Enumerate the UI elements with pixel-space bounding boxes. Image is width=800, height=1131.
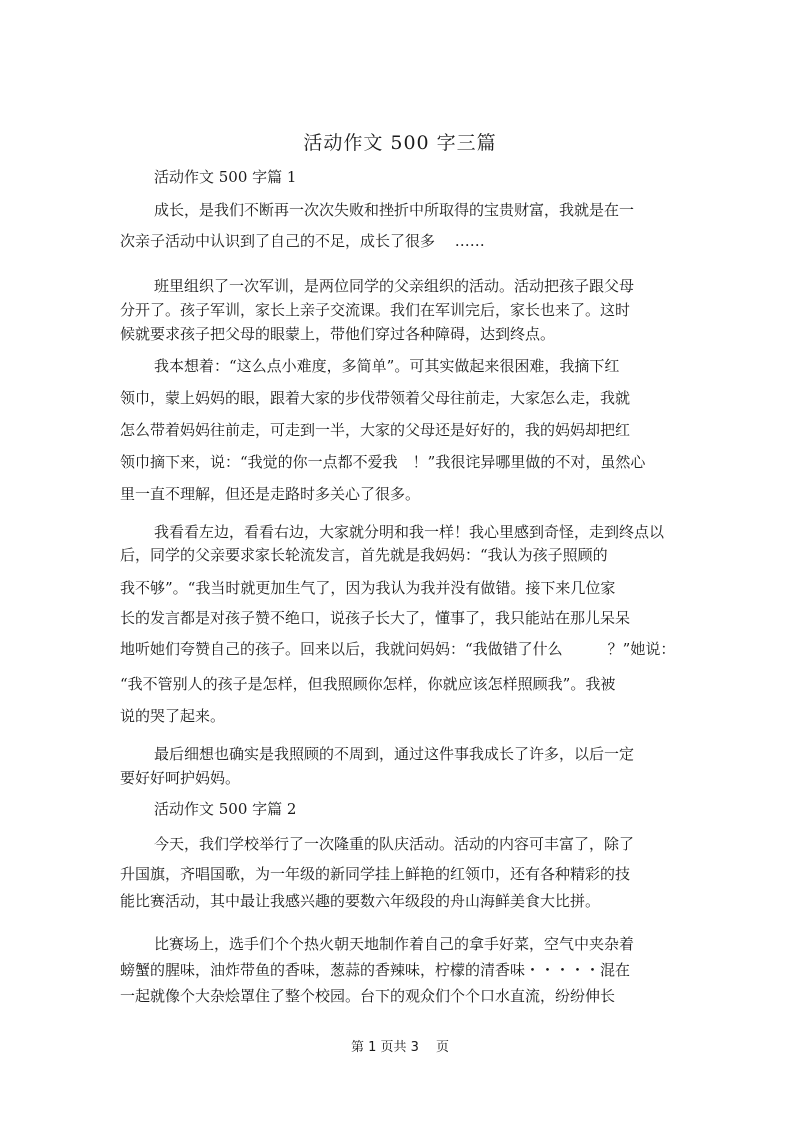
- paragraph-line: 我不够”。“我当时就更加生气了，因为我认为我并没有做错。接下来几位家: [120, 579, 616, 597]
- paragraph-line: 最后细想也确实是我照顾的不周到，通过这件事我成长了许多，以后一定: [154, 745, 635, 763]
- paragraph-line: 里一直不理解，但还是走路时多关心了很多。: [120, 485, 421, 503]
- paragraph-line: 次亲子活动中认识到了自己的不足，成长了很多 ……: [120, 232, 485, 250]
- paragraph-line: 候就要求孩子把父母的眼蒙上，带他们穿过各种障碍，达到终点。: [120, 325, 556, 343]
- paragraph-line: 能比赛活动，其中最让我感兴趣的要数六年级段的舟山海鲜美食大比拼。: [120, 892, 601, 910]
- paragraph-line: 领巾，蒙上妈妈的眼，跟着大家的步伐带领着父母往前走，大家怎么走，我就: [120, 389, 631, 407]
- section-heading-2: 活动作文 500 字篇 2: [154, 800, 297, 818]
- paragraph-line: 领巾摘下来，说：“我觉的你一点都不爱我 ！”我很诧异哪里做的不对，虽然心: [120, 453, 646, 471]
- paragraph-line: 螃蟹的腥味，油炸带鱼的香味，葱蒜的香辣味，柠檬的清香味・・・・・混在: [120, 961, 631, 979]
- paragraph-line: 升国旗，齐唱国歌，为一年级的新同学挂上鲜艳的红领巾，还有各种精彩的技: [120, 865, 631, 883]
- paragraph-line: 班里组织了一次军训，是两位同学的父亲组织的活动。活动把孩子跟父母: [154, 277, 635, 295]
- document-title: 活动作文 500 字三篇: [303, 132, 497, 154]
- paragraph-line: 长的发言都是对孩子赞不绝口，说孩子长大了，懂事了，我只能站在那儿呆呆: [120, 609, 631, 627]
- paragraph-line: 说的哭了起来。: [120, 707, 226, 725]
- paragraph-line: 比赛场上，选手们个个热火朝天地制作着自己的拿手好菜，空气中夹杂着: [154, 935, 635, 953]
- paragraph-line: 地听她们夸赞自己的孩子。回来以后，我就问妈妈：“我做错了什么 ？”她说：: [120, 640, 676, 658]
- paragraph-line: 分开了。孩子军训，家长上亲子交流课。我们在军训完后，家长也来了。这时: [120, 301, 631, 319]
- paragraph-line: 怎么带着妈妈往前走，可走到一半，大家的父母还是好好的，我的妈妈却把红: [120, 421, 631, 439]
- paragraph-line: 要好好呵护妈妈。: [120, 769, 241, 787]
- paragraph-line: 我本想着：“这么点小难度，多简单”。可其实做起来很困难，我摘下红: [154, 357, 620, 375]
- paragraph-line: 一起就像个大杂烩罩住了整个校园。台下的观众们个个口水直流，纷纷伸长: [120, 987, 616, 1005]
- paragraph-line: 今天，我们学校举行了一次隆重的队庆活动。活动的内容可丰富了，除了: [154, 835, 635, 853]
- paragraph-line: 成长，是我们不断再一次次失败和挫折中所取得的宝贵财富，我就是在一: [154, 201, 635, 219]
- paragraph-line: 后，同学的父亲要求家长轮流发言，首先就是我妈妈：“我认为孩子照顾的: [120, 546, 608, 564]
- paragraph-line: 我看看左边，看看右边，大家就分明和我一样！我心里感到奇怪，走到终点以: [154, 523, 665, 541]
- page-number: 第 1 页共 3 页: [350, 1040, 450, 1055]
- section-heading-1: 活动作文 500 字篇 1: [154, 168, 297, 186]
- paragraph-line: “我不管别人的孩子是怎样，但我照顾你怎样，你就应该怎样照顾我”。我被: [120, 675, 616, 693]
